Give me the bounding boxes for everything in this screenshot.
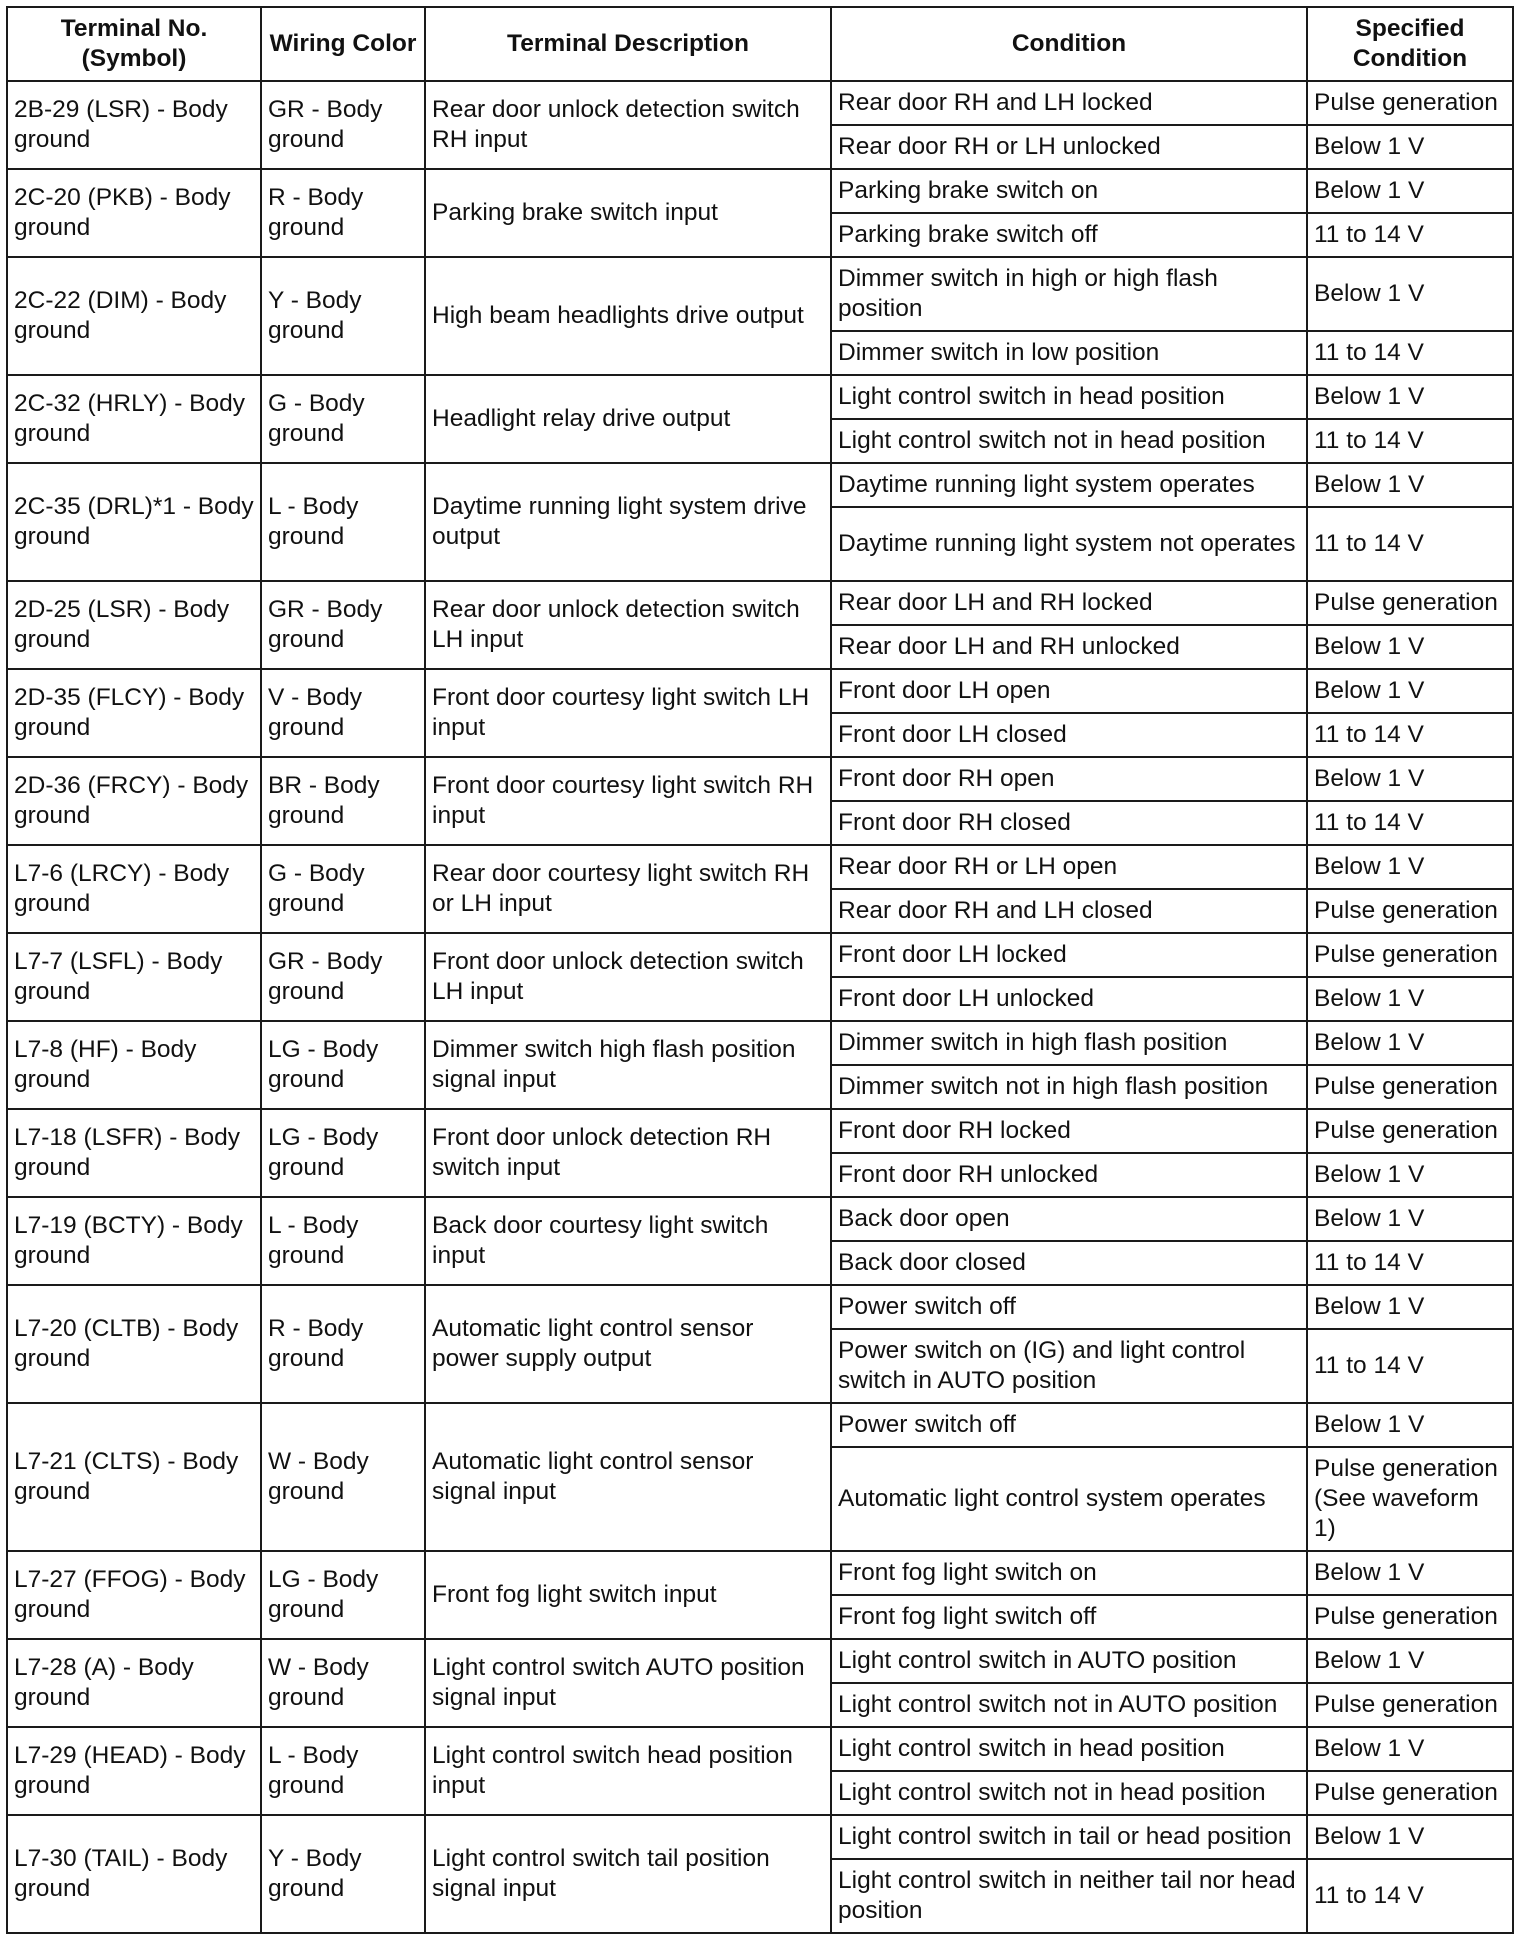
condition-cell: Parking brake switch off [831, 213, 1307, 257]
condition-cell: Light control switch not in head position [831, 1771, 1307, 1815]
wiring-cell: GR - Body ground [261, 81, 425, 169]
wiring-cell: L - Body ground [261, 1727, 425, 1815]
spec-cell: 11 to 14 V [1307, 507, 1513, 581]
description-cell: Parking brake switch input [425, 169, 831, 257]
description-cell: Back door courtesy light switch input [425, 1197, 831, 1285]
table-row [7, 1403, 1513, 1447]
spec-cell: Pulse generation [1307, 933, 1513, 977]
condition-cell: Dimmer switch in high flash position [831, 1021, 1307, 1065]
terminal-cell: L7-28 (A) - Body ground [7, 1639, 261, 1727]
condition-cell: Front door RH unlocked [831, 1153, 1307, 1197]
condition-cell: Dimmer switch in high or high flash position [831, 257, 1307, 331]
condition-cell: Power switch off [831, 1403, 1307, 1447]
condition-cell: Front door RH closed [831, 801, 1307, 845]
condition-cell: Dimmer switch not in high flash position [831, 1065, 1307, 1109]
header-spec-line1: Specified [1355, 15, 1465, 42]
terminal-cell: L7-29 (HEAD) - Body ground [7, 1727, 261, 1815]
header-condition: Condition [831, 7, 1307, 81]
table-row [7, 257, 1513, 331]
spec-cell: Pulse generation [1307, 81, 1513, 125]
description-cell: Headlight relay drive output [425, 375, 831, 463]
description-cell: Front door unlock detection RH switch input [425, 1109, 831, 1197]
spec-cell: Below 1 V [1307, 1021, 1513, 1065]
description-cell: Rear door unlock detection switch RH input [425, 81, 831, 169]
spec-cell: Below 1 V [1307, 1639, 1513, 1683]
description-cell: Light control switch head position input [425, 1727, 831, 1815]
condition-cell: Front door RH open [831, 757, 1307, 801]
terminal-cell: 2D-25 (LSR) - Body ground [7, 581, 261, 669]
description-cell: Front door courtesy light switch LH input [425, 669, 831, 757]
table-row [7, 669, 1513, 713]
spec-cell: Below 1 V [1307, 977, 1513, 1021]
description-cell: High beam headlights drive output [425, 257, 831, 375]
table-row [7, 1109, 1513, 1153]
condition-cell: Daytime running light system not operates [831, 507, 1307, 581]
wiring-cell: LG - Body ground [261, 1109, 425, 1197]
table-row [7, 757, 1513, 801]
spec-cell: Pulse generation [1307, 1109, 1513, 1153]
spec-cell: Below 1 V [1307, 125, 1513, 169]
condition-cell: Rear door RH or LH unlocked [831, 125, 1307, 169]
terminal-cell: L7-21 (CLTS) - Body ground [7, 1403, 261, 1551]
condition-cell: Light control switch not in head position [831, 419, 1307, 463]
table-row [7, 1639, 1513, 1683]
terminal-cell: L7-8 (HF) - Body ground [7, 1021, 261, 1109]
condition-cell: Front door RH locked [831, 1109, 1307, 1153]
spec-cell: Below 1 V [1307, 169, 1513, 213]
description-cell: Rear door unlock detection switch LH input [425, 581, 831, 669]
spec-cell: Below 1 V [1307, 757, 1513, 801]
table-row [7, 581, 1513, 625]
description-cell: Daytime running light system drive output [425, 463, 831, 581]
table-body [7, 81, 1513, 1933]
spec-cell: 11 to 14 V [1307, 1241, 1513, 1285]
wiring-cell: L - Body ground [261, 1197, 425, 1285]
condition-cell: Rear door RH and LH locked [831, 81, 1307, 125]
terminal-cell: L7-30 (TAIL) - Body ground [7, 1815, 261, 1933]
terminal-cell: 2C-35 (DRL)*1 - Body ground [7, 463, 261, 581]
wiring-cell: R - Body ground [261, 1285, 425, 1403]
wiring-cell: W - Body ground [261, 1403, 425, 1551]
condition-cell: Front fog light switch on [831, 1551, 1307, 1595]
condition-cell: Power switch on (IG) and light control switch in AUTO position [831, 1329, 1307, 1403]
spec-cell: Below 1 V [1307, 1403, 1513, 1447]
spec-cell: Pulse generation [1307, 1595, 1513, 1639]
wiring-cell: G - Body ground [261, 845, 425, 933]
description-cell: Front fog light switch input [425, 1551, 831, 1639]
spec-cell: 11 to 14 V [1307, 1329, 1513, 1403]
condition-cell: Automatic light control system operates [831, 1447, 1307, 1551]
description-cell: Light control switch tail position signal input [425, 1815, 831, 1933]
condition-cell: Back door open [831, 1197, 1307, 1241]
spec-cell: Below 1 V [1307, 1153, 1513, 1197]
spec-cell: 11 to 14 V [1307, 801, 1513, 845]
description-cell: Rear door courtesy light switch RH or LH input [425, 845, 831, 933]
wiring-cell: R - Body ground [261, 169, 425, 257]
table-row [7, 933, 1513, 977]
terminal-cell: L7-6 (LRCY) - Body ground [7, 845, 261, 933]
spec-cell: Pulse generation (See waveform 1) [1307, 1447, 1513, 1551]
condition-cell: Rear door RH and LH closed [831, 889, 1307, 933]
condition-cell: Light control switch in neither tail nor head position [831, 1859, 1307, 1933]
description-cell: Dimmer switch high flash position signal input [425, 1021, 831, 1109]
spec-cell: Below 1 V [1307, 257, 1513, 331]
condition-cell: Rear door RH or LH open [831, 845, 1307, 889]
header-spec [1307, 7, 1513, 81]
header-wiring: Wiring Color [261, 7, 425, 81]
table-row [7, 1285, 1513, 1329]
spec-cell: 11 to 14 V [1307, 1859, 1513, 1933]
wiring-cell: W - Body ground [261, 1639, 425, 1727]
condition-cell: Light control switch in head position [831, 1727, 1307, 1771]
spec-cell: Below 1 V [1307, 1727, 1513, 1771]
spec-cell: Below 1 V [1307, 1551, 1513, 1595]
spec-cell: Pulse generation [1307, 1771, 1513, 1815]
table-header [7, 7, 1513, 81]
terminal-cell: L7-27 (FFOG) - Body ground [7, 1551, 261, 1639]
terminal-cell: 2D-36 (FRCY) - Body ground [7, 757, 261, 845]
condition-cell: Power switch off [831, 1285, 1307, 1329]
wiring-cell: V - Body ground [261, 669, 425, 757]
wiring-cell: LG - Body ground [261, 1551, 425, 1639]
spec-cell: Below 1 V [1307, 1815, 1513, 1859]
header-spec-line2: Condition [1352, 45, 1468, 72]
table-row [7, 81, 1513, 125]
condition-cell: Back door closed [831, 1241, 1307, 1285]
spec-cell: Below 1 V [1307, 845, 1513, 889]
condition-cell: Daytime running light system operates [831, 463, 1307, 507]
header-description: Terminal Description [425, 7, 831, 81]
spec-cell: Below 1 V [1307, 1197, 1513, 1241]
header-terminal-line2: (Symbol) [81, 45, 187, 72]
spec-cell: Pulse generation [1307, 889, 1513, 933]
condition-cell: Front door LH closed [831, 713, 1307, 757]
description-cell: Light control switch AUTO position signal input [425, 1639, 831, 1727]
table-row [7, 169, 1513, 213]
terminal-cell: 2C-20 (PKB) - Body ground [7, 169, 261, 257]
wiring-cell: Y - Body ground [261, 1815, 425, 1933]
terminal-cell: L7-18 (LSFR) - Body ground [7, 1109, 261, 1197]
spec-cell: 11 to 14 V [1307, 419, 1513, 463]
table-row [7, 1197, 1513, 1241]
condition-cell: Parking brake switch on [831, 169, 1307, 213]
spec-cell: Below 1 V [1307, 375, 1513, 419]
condition-cell: Front door LH open [831, 669, 1307, 713]
table-row [7, 1727, 1513, 1771]
header-terminal-line1: Terminal No. [60, 15, 208, 42]
terminal-spec-table [6, 6, 1514, 1934]
header-row [7, 7, 1513, 81]
spec-cell: Below 1 V [1307, 463, 1513, 507]
terminal-cell: 2B-29 (LSR) - Body ground [7, 81, 261, 169]
spec-cell: Below 1 V [1307, 625, 1513, 669]
spec-cell: Below 1 V [1307, 1285, 1513, 1329]
terminal-cell: 2C-32 (HRLY) - Body ground [7, 375, 261, 463]
condition-cell: Light control switch in head position [831, 375, 1307, 419]
condition-cell: Light control switch not in AUTO position [831, 1683, 1307, 1727]
condition-cell: Rear door LH and RH locked [831, 581, 1307, 625]
wiring-cell: Y - Body ground [261, 257, 425, 375]
spec-cell: 11 to 14 V [1307, 213, 1513, 257]
table-row [7, 1551, 1513, 1595]
spec-cell: Pulse generation [1307, 1683, 1513, 1727]
spec-cell: Pulse generation [1307, 581, 1513, 625]
wiring-cell: BR - Body ground [261, 757, 425, 845]
terminal-cell: 2C-22 (DIM) - Body ground [7, 257, 261, 375]
condition-cell: Rear door LH and RH unlocked [831, 625, 1307, 669]
condition-cell: Light control switch in tail or head position [831, 1815, 1307, 1859]
wiring-cell: L - Body ground [261, 463, 425, 581]
condition-cell: Light control switch in AUTO position [831, 1639, 1307, 1683]
terminal-cell: L7-20 (CLTB) - Body ground [7, 1285, 261, 1403]
terminal-cell: 2D-35 (FLCY) - Body ground [7, 669, 261, 757]
terminal-cell: L7-19 (BCTY) - Body ground [7, 1197, 261, 1285]
spec-cell: 11 to 14 V [1307, 331, 1513, 375]
description-cell: Front door courtesy light switch RH input [425, 757, 831, 845]
spec-cell: Below 1 V [1307, 669, 1513, 713]
wiring-cell: GR - Body ground [261, 933, 425, 1021]
header-terminal [7, 7, 261, 81]
table-row [7, 1815, 1513, 1859]
description-cell: Automatic light control sensor signal input [425, 1403, 831, 1551]
table-row [7, 845, 1513, 889]
table-row [7, 375, 1513, 419]
wiring-cell: LG - Body ground [261, 1021, 425, 1109]
description-cell: Front door unlock detection switch LH input [425, 933, 831, 1021]
condition-cell: Dimmer switch in low position [831, 331, 1307, 375]
spec-cell: 11 to 14 V [1307, 713, 1513, 757]
condition-cell: Front door LH unlocked [831, 977, 1307, 1021]
wiring-cell: G - Body ground [261, 375, 425, 463]
condition-cell: Front fog light switch off [831, 1595, 1307, 1639]
spec-cell: Pulse generation [1307, 1065, 1513, 1109]
description-cell: Automatic light control sensor power supply output [425, 1285, 831, 1403]
condition-cell: Front door LH locked [831, 933, 1307, 977]
wiring-cell: GR - Body ground [261, 581, 425, 669]
table-row [7, 463, 1513, 507]
terminal-cell: L7-7 (LSFL) - Body ground [7, 933, 261, 1021]
table-row [7, 1021, 1513, 1065]
